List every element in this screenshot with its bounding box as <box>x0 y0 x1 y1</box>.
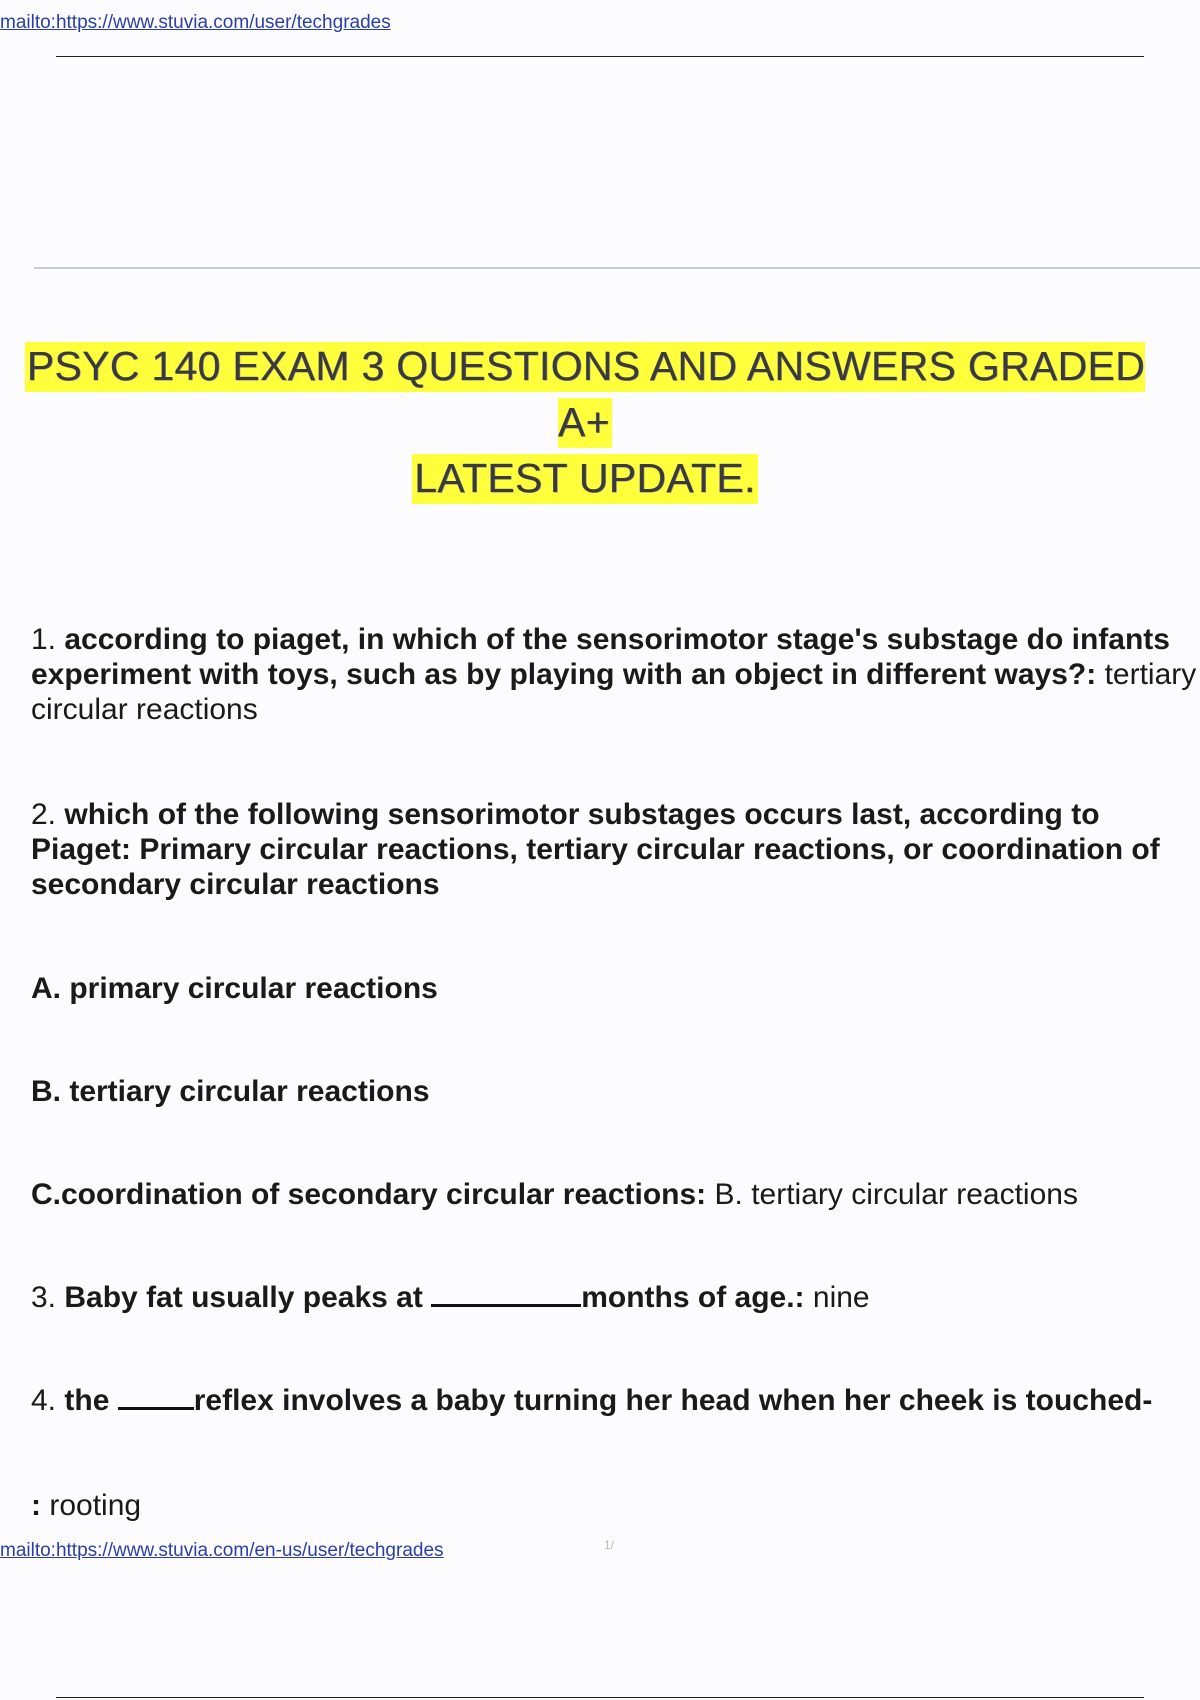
fill-in-blank <box>118 1383 194 1410</box>
footer-stuvia-link[interactable]: mailto:https://www.stuvia.com/en-us/user/techgrades <box>0 1540 444 1561</box>
question-3 <box>31 1280 1200 1315</box>
option-text: A. primary circular reactions <box>31 972 438 1005</box>
question-number: 1. <box>31 623 57 656</box>
section-divider <box>34 267 1200 269</box>
answer-text: B. tertiary circular reactions <box>714 1178 1078 1211</box>
question-text: according to piaget, in which of the sensorimotor stage's substage do infants experiment with toys, such as by playing with an object in different ways?: <box>31 623 1170 691</box>
option-b <box>31 1074 1200 1109</box>
question-number: 2. <box>31 798 57 831</box>
answer-text: tertiary circular reactions <box>31 658 1197 726</box>
answer-text: rooting <box>49 1489 142 1522</box>
question-text-before: Baby fat usually peaks at <box>64 1281 423 1314</box>
question-number: 4. <box>31 1384 57 1417</box>
answer-prefix: : <box>31 1489 41 1522</box>
option-text: B. tertiary circular reactions <box>31 1075 430 1108</box>
header-rule <box>56 56 1144 57</box>
fill-in-blank <box>431 1280 581 1307</box>
answer-text: nine <box>812 1281 870 1314</box>
footer-rule <box>56 1697 1144 1698</box>
question-number: 3. <box>31 1281 57 1314</box>
question-4 <box>31 1383 1200 1418</box>
title-line-2: LATEST UPDATE. <box>412 454 757 504</box>
page-number: 1/ <box>604 1538 615 1552</box>
option-text: C.coordination of secondary circular reactions: <box>31 1178 707 1211</box>
question-4-answer <box>31 1488 1200 1523</box>
question-2 <box>31 797 1200 902</box>
header-stuvia-link[interactable]: mailto:https://www.stuvia.com/user/techgrades <box>0 12 391 33</box>
question-1 <box>31 622 1200 727</box>
question-text-after: months of age.: <box>581 1281 805 1314</box>
document-title <box>0 338 1170 506</box>
question-text: which of the following sensorimotor substages occurs last, according to Piaget: Primary circular reactions, tertiary circular reactions, or coordination of secondary circular reactions <box>31 798 1160 901</box>
option-a <box>31 971 1200 1006</box>
question-text-before: the <box>64 1384 110 1417</box>
option-c <box>31 1177 1200 1212</box>
question-text-after: reflex involves a baby turning her head when her cheek is touched- <box>193 1384 1153 1417</box>
title-line-1: PSYC 140 EXAM 3 QUESTIONS AND ANSWERS GRADED A+ <box>25 342 1145 448</box>
